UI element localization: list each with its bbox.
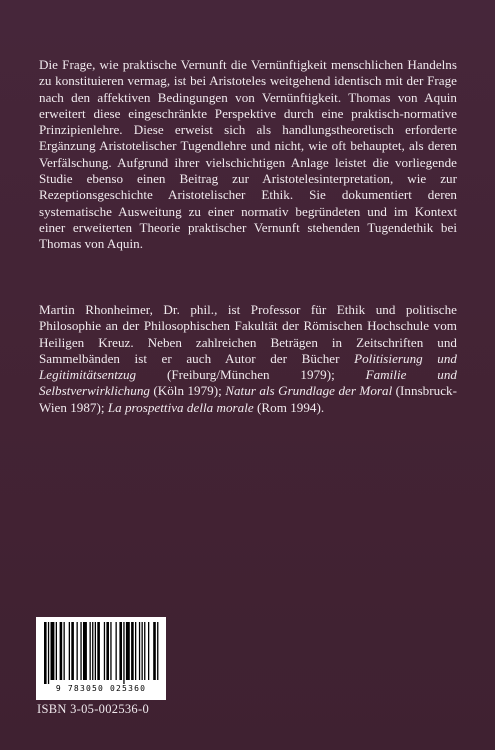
barcode-bar [119, 622, 122, 680]
book-info-4: (Rom 1994). [253, 399, 325, 415]
barcode-bar [60, 622, 63, 680]
book-title-4: La prospettiva della morale [107, 399, 254, 415]
barcode-bar [51, 622, 55, 680]
barcode-bars [42, 622, 160, 684]
barcode-bar [90, 622, 91, 680]
barcode-bar [131, 622, 134, 680]
barcode-bar [110, 622, 111, 680]
barcode-bar [116, 622, 117, 680]
barcode [36, 617, 166, 700]
barcode-digits: 9 783050 025360 [55, 684, 147, 693]
barcode-bar [157, 622, 158, 680]
barcode-bar [69, 622, 70, 680]
barcode-bar [48, 622, 49, 684]
barcode-bar [92, 622, 93, 680]
barcode-bar [71, 622, 74, 680]
book-title-1: Politisierung und Legitimitätsentzug [39, 350, 457, 383]
author-bio-intro: Martin Rhonheimer, Dr. phil., ist Professor für Ethik und politische Philosophie an der Philosophischen Fakultät der Römischen Hochschule vom Heiligen Kreuz. Neben zahlreichen Beträgen in Zeitschriften und Sammelbänden ist er auch Autor der Bücher [39, 302, 457, 366]
book-info-3: (Innsbruck-Wien 1987); [39, 383, 457, 415]
author-bio-paragraph [39, 302, 457, 416]
barcode-bar [135, 622, 136, 680]
barcode-bar [126, 622, 130, 680]
blurb-paragraph [39, 57, 457, 253]
barcode-bar [95, 622, 96, 680]
barcode-bar [80, 622, 81, 680]
barcode-bar [123, 622, 124, 684]
barcode-bar [106, 622, 109, 680]
barcode-bar [97, 622, 100, 680]
book-info-1: (Freiburg/München 1979); [136, 367, 366, 383]
barcode-bar [83, 622, 87, 680]
barcode-bar [44, 622, 47, 684]
book-title-3: Natur als Grundlage der Moral [225, 383, 393, 399]
barcode-bar [56, 622, 57, 680]
isbn-label: ISBN 3-05-002536-0 [37, 702, 149, 716]
barcode-bar [142, 622, 143, 680]
book-info-2: (Köln 1979); [149, 383, 226, 399]
book-title-2: Familie und Selbstverwirklichung [39, 367, 457, 399]
blurb-text: Die Frage, wie praktische Vernunft die Vernünftigkeit menschlichen Handelns zu konstituieren vermag, ist bei Aristoteles weitgehend identisch mit der Frage nach den affektiven Bedingungen von Vernünftigkeit. Thomas von Aquin erweitert diese eingeschränkte Perspektive durch eine praktisch-normative Prinzipienlehre. Diese erweist sich als handlungstheoretisch erforderte Ergänzung Aristotelischer Tugendlehre und nicht, wie oft behauptet, als deren Verfälschung. Aufgrund ihrer vielschichtigen Anlage leistet die vorliegende Studie ebenso einen Beitrag zur Aristotelesinterpretation, wie zur Rezeptionsgeschichte Aristotelischer Ethik. Sie dokumentiert deren systematische Ausweitung zu einer normativ begründeten und im Kontext einer erweiterten Theorie praktischer Vernunft stehenden Tugendethik bei Thomas von Aquin. [39, 57, 457, 252]
barcode-bar [148, 622, 149, 680]
barcode-bar [144, 622, 145, 680]
author-bio-text [39, 302, 457, 416]
barcode-bar [77, 622, 78, 680]
barcode-bar [64, 622, 65, 680]
barcode-bar [153, 622, 156, 680]
barcode-bar [139, 622, 140, 680]
barcode-bar [104, 622, 105, 680]
